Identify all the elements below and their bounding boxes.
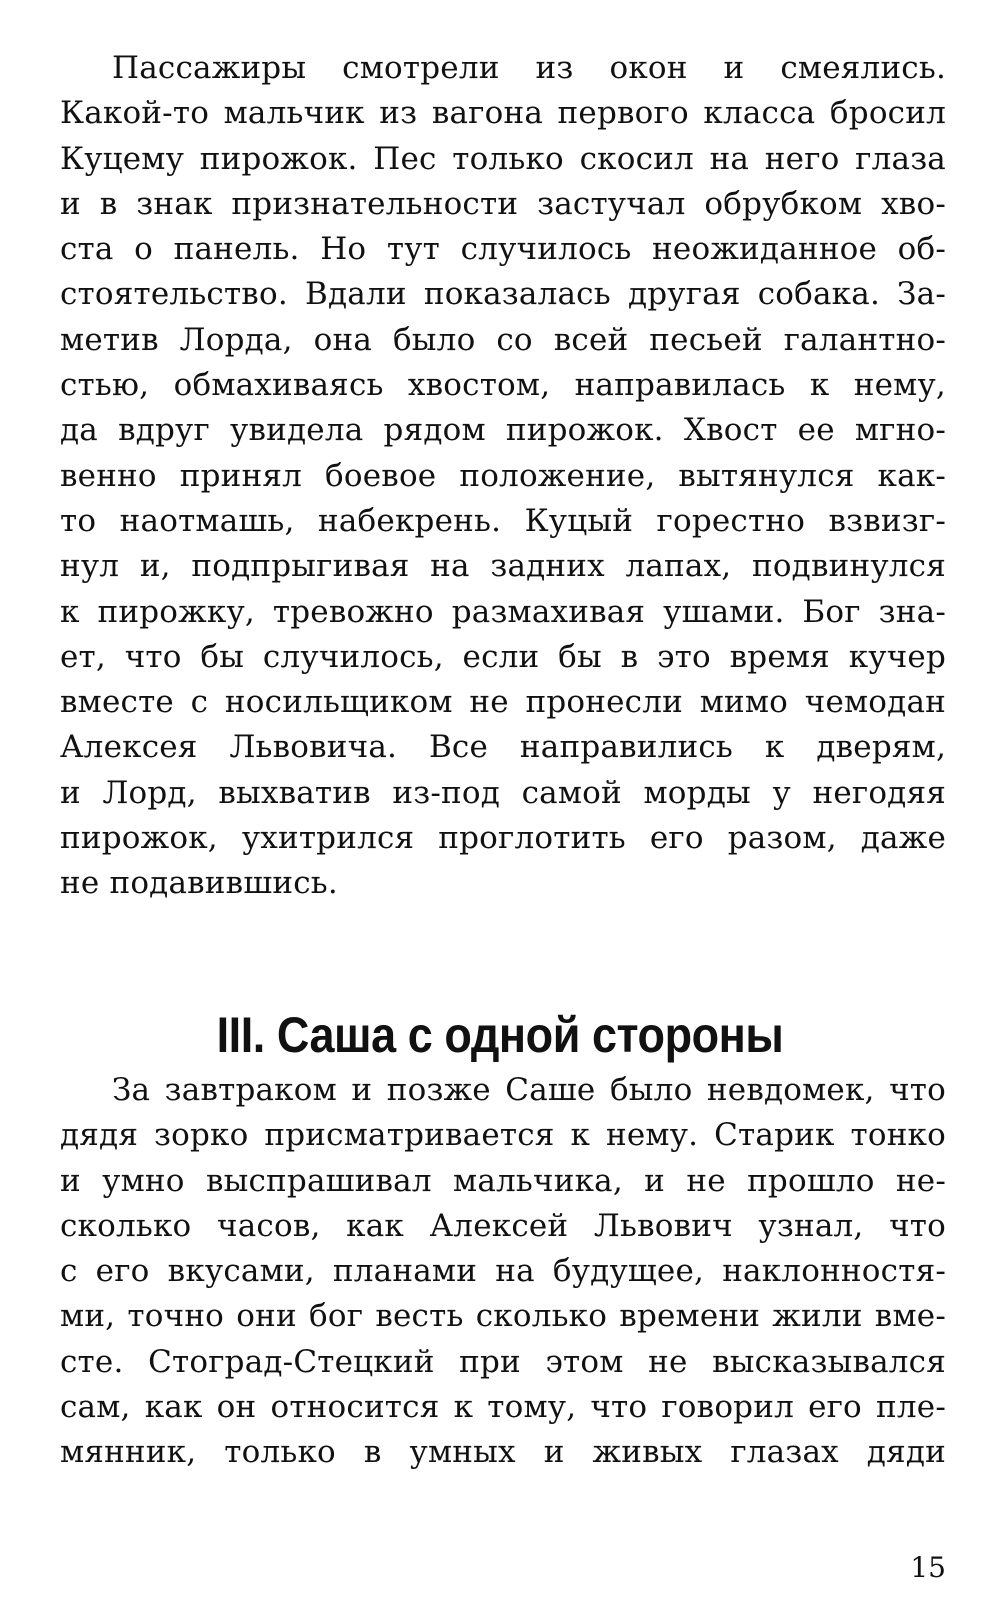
text-line: и умно выспрашивал мальчика, и не прошло не- [60,1162,946,1199]
text-line: Алексея Львовича. Все направились к дверям, [60,729,946,766]
text-line: пирожок, ухитрился проглотить его разом, даже [60,820,946,857]
text-line: Пассажиры смотрели из окон и смеялись. [112,50,946,86]
text-line: венно принял боевое положение, вытянулся как- [60,457,946,494]
chapter-title: III. Саша с одной стороны [216,1007,784,1063]
text-line: сколько часов, как Алексей Львович узнал, что [60,1207,946,1244]
text-line: Какой-то мальчик из вагона первого класса бросил [60,95,946,132]
page-number: 15 [910,1551,946,1584]
text-line: нул и, подпрыгивая на задних лапах, подвинулся [60,548,946,585]
text-line: к пирожку, тревожно размахивая ушами. Бог зна- [60,593,946,630]
text-line: мянник, только в умных и живых глазах дяди [60,1434,946,1471]
text-line: с его вкусами, планами на будущее, наклонностя- [60,1253,946,1290]
text-line: не подавившись. [60,865,338,902]
text-line: сам, как он относится к тому, что говорил его пле- [60,1389,946,1426]
text-line: сте. Стоград-Стецкий при этом не высказывался [60,1343,946,1380]
text-line: вместе с носильщиком не пронесли мимо чемодан [60,684,946,721]
text-line: ет, что бы случилось, если бы в это время кучер [60,638,946,675]
text-line: метив Лорда, она было со всей песьей галантно- [60,321,946,358]
text-line: ми, точно они бог весть сколько времени жили вме- [60,1298,946,1335]
text-line: стью, обмахиваясь хвостом, направилась к нему, [60,367,946,404]
text-line: то наотмашь, набекрень. Куцый горестно взвизг- [60,502,946,539]
text-line: ста о панель. Но тут случилось неожиданное об- [60,231,946,268]
paragraph-2 [60,1068,946,1476]
text-line: и Лорд, выхватив из-под самой морды у негодяя [60,774,946,811]
paragraph-1 [60,46,946,907]
text-line: и в знак признательности застучал обрубком хво- [60,185,946,222]
text-line: Куцему пирожок. Пес только скосил на него глаза [60,140,946,177]
text-line: да вдруг увидела рядом пирожок. Хвост ее мгно- [60,412,946,449]
text-line: За завтраком и позже Саше было невдомек, что [112,1072,946,1108]
text-line: дядя зорко присматривается к нему. Старик тонко [60,1117,946,1154]
text-line: стоятельство. Вдали показалась другая собака. За- [60,276,946,313]
